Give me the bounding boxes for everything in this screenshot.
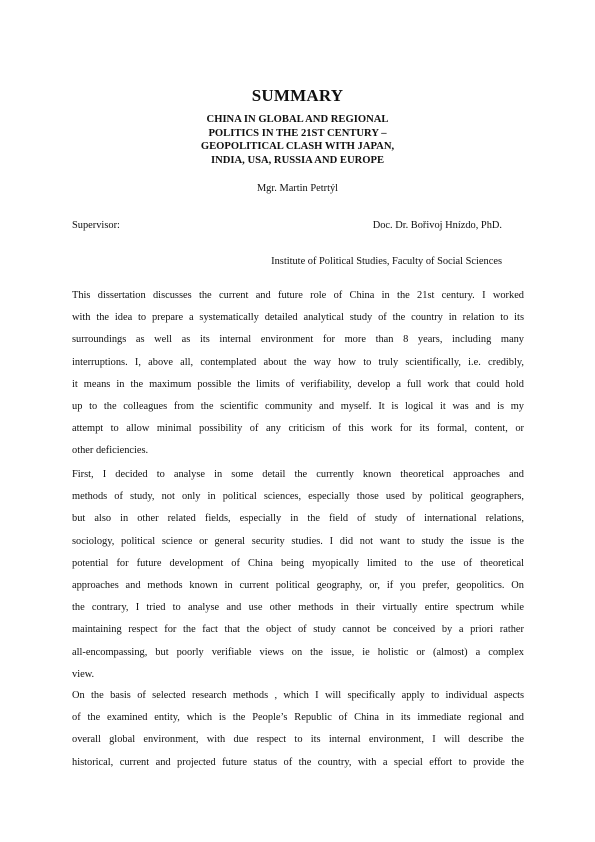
- subtitle-line: GEOPOLITICAL CLASH WITH JAPAN,: [200, 141, 395, 152]
- text-line: overall global environment, with due respect to its internal environment, I will describe the: [72, 734, 524, 746]
- document-heading: SUMMARY: [251, 86, 344, 105]
- text-line: This dissertation discusses the current and future role of China in the 21st century. I worked: [72, 290, 524, 301]
- document-subtitle: [150, 113, 445, 167]
- text-line: historical, current and projected future status of the country, with a special effort to provide the: [72, 756, 524, 768]
- text-line: approaches and methods known in current political geography, or, if you prefer, geopolitics. On: [72, 579, 524, 591]
- text-line: interruptions. I, above all, contemplated about the way how to truly scientifically, i.e. credibly,: [72, 356, 524, 368]
- text-line: but also in other related fields, especially in the field of study of international relations,: [72, 513, 524, 525]
- text-line: all-encompassing, but poorly verifiable views on the issue, ie holistic or (almost) a complex: [72, 646, 524, 658]
- subtitle-line: CHINA IN GLOBAL AND REGIONAL: [206, 114, 389, 125]
- text-line: view.: [72, 668, 95, 680]
- subtitle-line: POLITICS IN THE 21ST CENTURY –: [208, 127, 387, 139]
- author-name: Mgr. Martin Petrtýl: [256, 183, 339, 194]
- text-line: up to the colleagues from the scientific community and myself. It is logical it was and is my: [72, 400, 524, 412]
- text-line: On the basis of selected research methods , which I will specifically apply to individual aspects: [72, 690, 524, 701]
- text-line: other deficiencies.: [72, 445, 149, 457]
- subtitle-line: INDIA, USA, RUSSIA AND EUROPE: [210, 154, 385, 166]
- text-line: potential for future development of China being myopically limited to the use of theoretical: [72, 557, 524, 569]
- paragraph-3: [72, 685, 524, 774]
- text-line: it means in the maximum possible the limits of verifiability, develop a full work that could hold: [72, 378, 524, 390]
- supervisor-name: Doc. Dr. Bořivoj Hnízdo, PhD.: [372, 220, 502, 231]
- text-line: sociology, political science or general security studies. I did not want to study the issue is the: [72, 535, 524, 547]
- supervisor-label: Supervisor:: [72, 220, 120, 231]
- paragraph-2: [72, 464, 524, 686]
- text-line: First, I decided to analyse in some detail the currently known theoretical approaches and: [72, 469, 524, 480]
- text-line: the contrary, I tried to analyse and use other methods in their virtually entire spectrum while: [72, 602, 524, 614]
- text-line: with the idea to prepare a systematically detailed analytical study of the country in relation to its: [72, 312, 524, 324]
- text-line: surroundings as well as its internal environment for more than 8 years, including many: [72, 334, 524, 346]
- text-line: maintaining respect for the fact that the object of study cannot be conceived by a priori rather: [72, 624, 524, 636]
- text-line: of the examined entity, which is the People’s Republic of China in its immediate regional and: [72, 712, 524, 724]
- text-line: methods of study, not only in political sciences, especially those used by political geographers,: [72, 491, 524, 503]
- text-line: attempt to allow minimal possibility of any criticism of this work for its formal, content, or: [72, 423, 524, 435]
- paragraph-1: [72, 285, 524, 463]
- institute-name: Institute of Political Studies, Faculty of Social Sciences: [271, 256, 502, 267]
